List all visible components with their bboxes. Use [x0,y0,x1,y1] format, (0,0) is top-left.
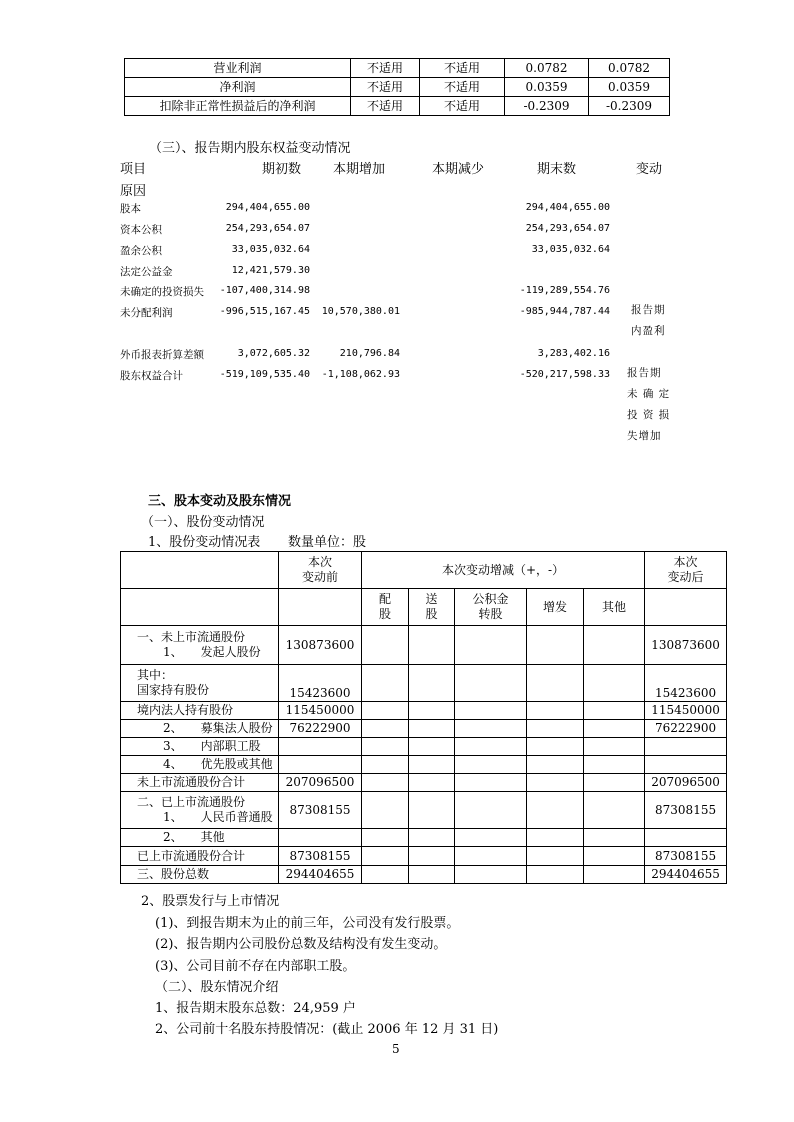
sub-header-qita: 其他 [584,589,645,626]
empty-cell [455,665,527,702]
note-line: 投 资 损 [627,409,671,421]
label-num: 4、 [163,757,183,771]
value-before: 294404655 [279,866,362,884]
header-text: 送 [425,592,438,606]
empty-cell [455,847,527,866]
header-text: 本次 [673,555,698,569]
empty-cell [455,792,527,829]
empty-cell [121,589,279,626]
header-change: 变动 [636,162,663,177]
equity-begin: 3,072,605.32 [237,348,310,359]
header-text: 股 [378,607,391,621]
ratio-cell: 不适用 [351,59,420,78]
equity-increase: 10,570,380.01 [321,306,400,317]
header-text: 公积金 [472,592,509,606]
text-line: 1、报告期末股东总数：24,959 户 [155,1001,356,1016]
table-row [125,78,670,97]
note-line: 内盈利 [631,325,666,337]
empty-cell [362,738,409,756]
row-label [121,756,279,774]
text-line: (2)、报告期内公司股份总数及结构没有发生变动。 [155,937,447,952]
empty-cell [527,626,584,665]
empty-cell [455,702,527,720]
row-label: 未上市流通股份合计 [121,774,279,792]
text-line: 2、股票发行与上市情况 [141,894,280,909]
table-row [121,626,727,665]
row-label [121,626,279,665]
equity-begin: 12,421,579.30 [231,265,310,276]
ratio-label: 营业利润 [125,59,351,78]
empty-cell [527,738,584,756]
label-line: 募集法人股份 [200,721,273,735]
empty-cell [409,756,455,774]
table-row [121,829,727,847]
ratio-cell: 0.0782 [505,59,589,78]
ratio-table [124,58,670,116]
equity-begin: 33,035,032.64 [231,244,310,255]
value-after: 130873600 [645,626,727,665]
table-row [121,720,727,738]
equity-increase: 210,796.84 [339,348,400,359]
empty-cell [527,866,584,884]
equity-item: 未分配利润 [120,307,173,319]
value-before: 76222900 [279,720,362,738]
equity-begin: -996,515,167.45 [219,306,310,317]
empty-cell [584,774,645,792]
empty-cell [455,626,527,665]
text-line: (1)、到报告期末为止的前三年，公司没有发行股票。 [155,916,460,931]
value-after: 87308155 [645,847,727,866]
empty-cell [455,866,527,884]
empty-cell [409,866,455,884]
table-row [125,97,670,116]
equity-end: 33,035,032.64 [531,244,610,255]
empty-cell [584,847,645,866]
row-label: 三、股份总数 [121,866,279,884]
header-text: 本次 [307,555,332,569]
value-after: 87308155 [645,792,727,829]
equity-increase: -1,108,062.93 [321,369,400,380]
ratio-cell: 不适用 [420,78,505,97]
header-text: 股 [425,607,438,621]
label-line: 人民币普通股 [200,810,273,824]
table-row [121,738,727,756]
sub-header-song [409,589,455,626]
header-end: 期末数 [537,162,577,177]
label-num: 3、 [163,739,183,753]
ratio-cell: 不适用 [420,59,505,78]
ratio-cell: 0.0359 [505,78,589,97]
empty-cell [409,774,455,792]
empty-cell [527,792,584,829]
value-before: 87308155 [279,847,362,866]
empty-cell [362,866,409,884]
empty-cell [409,847,455,866]
table-row [121,792,727,829]
empty-cell [584,665,645,702]
equity-end: 3,283,402.16 [537,348,610,359]
share-table [120,551,727,884]
equity-begin: -519,109,535.40 [219,369,310,380]
empty-cell [279,829,362,847]
sub-header-pei [362,589,409,626]
note-line: 未 确 定 [627,388,671,400]
label-line: 内部职工股 [200,739,261,753]
empty-cell [409,720,455,738]
empty-cell [279,589,362,626]
row-label: 已上市流通股份合计 [121,847,279,866]
text-line: （二）、股东情况介绍 [155,980,279,995]
value-before: 115450000 [279,702,362,720]
empty-cell [645,829,727,847]
empty-cell [362,665,409,702]
header-text: 变动前 [301,570,338,584]
value-after: 76222900 [645,720,727,738]
empty-cell [279,738,362,756]
empty-cell [584,866,645,884]
header-after [645,552,727,589]
table-row [121,866,727,884]
value-before: 207096500 [279,774,362,792]
sub-header-zengfa: 增发 [527,589,584,626]
empty-cell [455,774,527,792]
ratio-cell: -0.2309 [505,97,589,116]
value-after: 15423600 [645,665,727,702]
header-increase: 本期增加 [333,162,386,177]
empty-cell [584,720,645,738]
table-row [121,589,727,626]
empty-cell [645,589,727,626]
row-label [121,720,279,738]
value-before: 130873600 [279,626,362,665]
empty-cell [362,720,409,738]
equity-item: 股东权益合计 [120,370,183,382]
empty-cell [527,720,584,738]
empty-cell [409,738,455,756]
unit-label: 数量单位：股 [288,535,367,550]
empty-cell [409,702,455,720]
label-line: 一、未上市流通股份 [137,630,246,644]
empty-cell [455,829,527,847]
empty-cell [455,756,527,774]
equity-item: 资本公积 [120,224,162,236]
table-row [121,847,727,866]
empty-cell [121,552,279,589]
row-label [121,792,279,829]
equity-end: 294,404,655.00 [525,202,610,213]
empty-cell [362,626,409,665]
empty-cell [527,847,584,866]
empty-cell [645,756,727,774]
ratio-cell: 不适用 [420,97,505,116]
empty-cell [362,829,409,847]
header-begin: 期初数 [262,162,302,177]
note-profit [631,300,666,342]
header-text: 配 [378,592,391,606]
label-line: 其他 [200,830,225,844]
equity-item: 外币报表折算差额 [120,349,204,361]
empty-cell [409,665,455,702]
ratio-cell: -0.2309 [589,97,670,116]
note-line: 报告期 [627,367,662,379]
empty-cell [527,665,584,702]
header-change: 本次变动增减（+，-） [362,552,645,589]
section3-sub1: （一）、股份变动情况 [141,515,265,530]
empty-cell [362,774,409,792]
label-line: 发起人股份 [200,645,261,659]
ratio-cell: 0.0782 [589,59,670,78]
equity-item: 未确定的投资损失 [120,286,204,298]
empty-cell [584,756,645,774]
empty-cell [409,626,455,665]
ratio-label: 扣除非正常性损益后的净利润 [125,97,351,116]
sub-header-gjj [455,589,527,626]
value-after: 115450000 [645,702,727,720]
empty-cell [527,702,584,720]
label-num: 2、 [163,721,183,735]
table-row [121,665,727,702]
table-row [121,756,727,774]
table-row [121,552,727,589]
label-line: 国家持有股份 [137,683,210,697]
empty-cell [279,756,362,774]
empty-cell [362,756,409,774]
equity-begin: 254,293,654.07 [225,223,310,234]
value-before: 15423600 [279,665,362,702]
value-before: 87308155 [279,792,362,829]
header-text: 转股 [478,607,503,621]
text-line: (3)、公司目前不存在内部职工股。 [155,959,356,974]
header-before [279,552,362,589]
empty-cell [455,720,527,738]
row-label [121,738,279,756]
equity-item: 法定公益金 [120,266,173,278]
row-label [121,829,279,847]
header-text: 变动后 [667,570,704,584]
header-item: 项目 [120,162,147,177]
label-line: 其中： [137,668,174,682]
label-num: 1、 [163,645,183,659]
section3-title: 三、股本变动及股东情况 [148,494,292,509]
note-line: 报告期 [631,304,666,316]
equity-end: -985,944,787.44 [519,306,610,317]
empty-cell [527,756,584,774]
table-row [121,702,727,720]
empty-cell [362,847,409,866]
table-row [125,59,670,78]
table-caption: 1、股份变动情况表 [148,535,261,550]
empty-cell [527,829,584,847]
ratio-cell: 不适用 [351,78,420,97]
equity-begin: -107,400,314.98 [219,285,310,296]
label-num: 1、 [163,810,183,824]
empty-cell [527,774,584,792]
equity-end: -520,217,598.33 [519,369,610,380]
empty-cell [584,738,645,756]
value-after: 207096500 [645,774,727,792]
table-row [121,774,727,792]
value-after: 294404655 [645,866,727,884]
equity-end: -119,289,554.76 [519,285,610,296]
empty-cell [455,738,527,756]
header-reason: 原因 [120,184,147,199]
row-label: 境内法人持有股份 [121,702,279,720]
empty-cell [409,792,455,829]
equity-item: 盈余公积 [120,245,162,257]
label-line: 优先股或其他 [200,757,273,771]
note-line: 失增加 [627,430,662,442]
empty-cell [584,626,645,665]
equity-end: 254,293,654.07 [525,223,610,234]
ratio-cell: 不适用 [351,97,420,116]
empty-cell [584,702,645,720]
ratio-cell: 0.0359 [589,78,670,97]
text-line: 2、公司前十名股东持股情况：(截止 2006 年 12 月 31 日) [155,1022,499,1037]
row-label [121,665,279,702]
label-num: 2、 [163,830,183,844]
empty-cell [362,792,409,829]
ratio-label: 净利润 [125,78,351,97]
label-line: 二、已上市流通股份 [137,795,246,809]
header-decrease: 本期减少 [432,162,485,177]
empty-cell [584,792,645,829]
empty-cell [362,702,409,720]
equity-item: 股本 [120,203,141,215]
empty-cell [584,829,645,847]
page-number: 5 [392,1042,400,1056]
note-total [627,363,670,447]
equity-begin: 294,404,655.00 [225,202,310,213]
empty-cell [409,829,455,847]
empty-cell [645,738,727,756]
equity-heading: （三）、报告期内股东权益变动情况 [149,141,351,156]
